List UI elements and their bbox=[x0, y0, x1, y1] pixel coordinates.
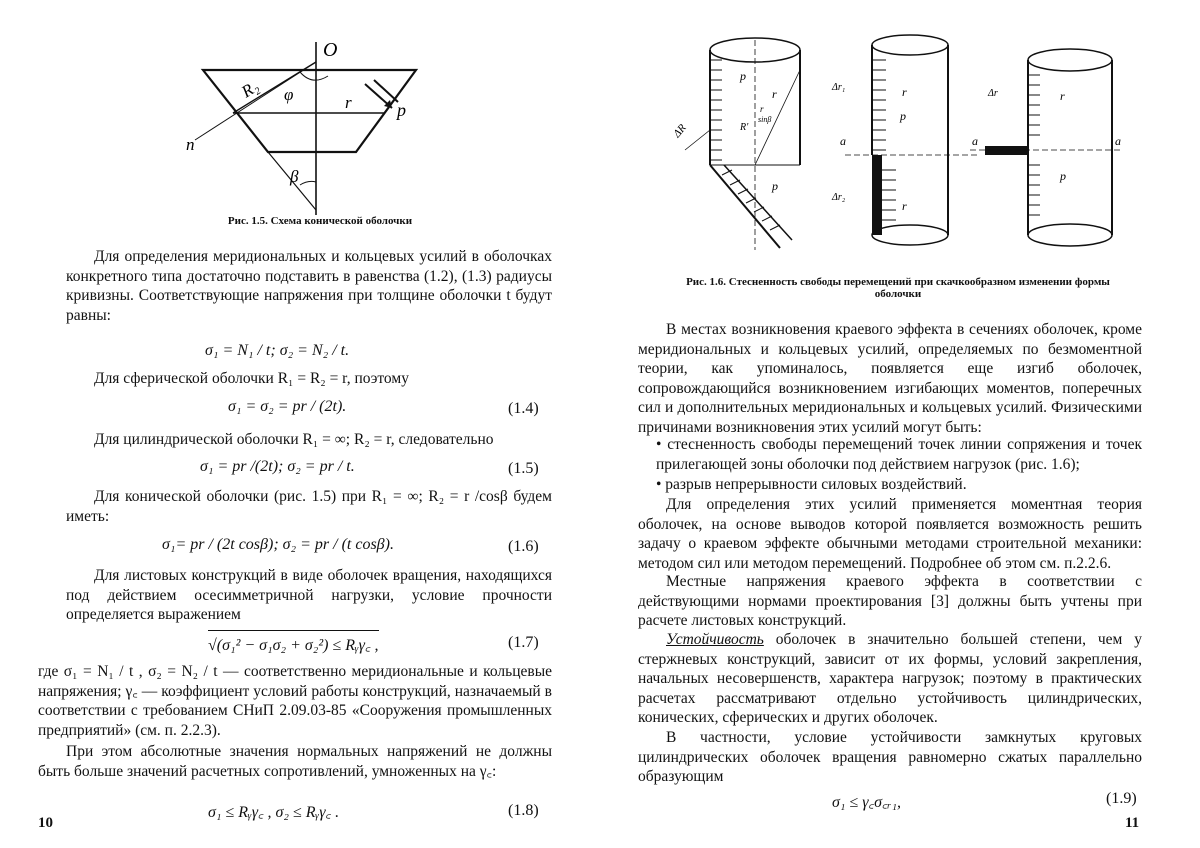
label-r-sin: r bbox=[760, 104, 764, 114]
paragraph: В местах возникновения краевого эффекта в сечениях оболочек, кроме меридиональных и кольцевых усилий, определяемых по безмоментной теории, как упоминалось, появляется еще изгиб оболочек, сопровождающийся возникновением изгибающих моментов, поперечных сил и дополнительных меридиональных и кольцевых усилий. Физическими причинами возникновения этих усилий могут быть: bbox=[638, 321, 1142, 436]
label-p: p bbox=[900, 109, 906, 123]
formula: σ₁ ≤ Rᵧγ꜀ , σ₂ ≤ Rᵧγ꜀ . bbox=[208, 804, 340, 821]
equation-number: (1.5) bbox=[508, 460, 539, 477]
label-r: r bbox=[345, 93, 352, 112]
paragraph: Местные напряжения краевого эффекта в соответствии с действующими нормами проектирования [3] должны быть учтены при расчете листовых конструкций. bbox=[638, 573, 1142, 629]
figure-caption-line: оболочки bbox=[874, 288, 922, 300]
label-dr1: Δr₁ bbox=[832, 82, 846, 93]
label-Rprime: R' bbox=[740, 122, 749, 133]
label-beta: β bbox=[290, 167, 299, 186]
label-p: p bbox=[740, 69, 746, 83]
equation-number: (1.8) bbox=[508, 802, 539, 819]
conical-shell-figure bbox=[0, 0, 600, 220]
right-page bbox=[600, 0, 1200, 848]
figure-caption bbox=[638, 276, 1158, 300]
figure-caption: Рис. 1.5. Схема конической оболочки bbox=[227, 215, 413, 227]
paragraph: В частности, условие устойчивости замкнутых круговых цилиндрических оболочек вращения равномерно сжатых параллельно образующим bbox=[638, 729, 1142, 785]
page-number: 10 bbox=[38, 815, 53, 831]
formula: √(σ₁² − σ₁σ₂ + σ₂²) ≤ Rᵧγ꜀ , bbox=[208, 630, 379, 655]
label-a: a bbox=[1115, 134, 1121, 148]
label-p: p bbox=[1060, 169, 1066, 183]
formula: σ₁ ≤ γ꜀σ꜀ᵣ₁, bbox=[832, 794, 902, 811]
formula: σ₁ = pr /(2t); σ₂ = pr / t. bbox=[200, 458, 355, 475]
label-phi: φ bbox=[284, 85, 294, 104]
label-n: n bbox=[186, 135, 195, 154]
label-a: a bbox=[972, 134, 978, 148]
formula: σ₁= pr / (2t cosβ); σ₂ = pr / (t cosβ). bbox=[162, 536, 394, 553]
label-r: r bbox=[902, 85, 907, 99]
bullet-item: • разрыв непрерывности силовых воздействий. bbox=[656, 476, 967, 493]
equation-number: (1.7) bbox=[508, 634, 539, 651]
paragraph: где σ₁ = N₁ / t , σ₂ = N₂ / t — соответственно меридиональные и кольцевые напряжения; γ꜀ — коэффициент условий работы конструкций, назначаемый в соответствии с требованием СНиП 2.09.03-85 «Сооружения промышленных предприятий» (см. п. 2.2.3). bbox=[38, 663, 552, 739]
page-number: 11 bbox=[1125, 815, 1140, 831]
shell-displacement-figure bbox=[600, 0, 1200, 275]
label-O: O bbox=[323, 39, 338, 61]
label-sinb: sinβ bbox=[758, 115, 772, 124]
paragraph: Для определения меридиональных и кольцевых усилий в оболочках конкретного типа достаточно подставить в равенства (1.2), (1.3) радиусы кривизны. Соответствующие напряжения при толщине оболочки t будут равны: bbox=[66, 248, 552, 324]
paragraph: Для определения этих усилий применяется моментная теория оболочек, на основе выводов которой появляется возможность решить задачу о краевом эффекте обычными методами строительной механики: методом сил или методом перемещений. Подробнее об этом см. п.2.2.6. bbox=[638, 496, 1142, 572]
label-R2: R₂ bbox=[238, 76, 262, 102]
paragraph: При этом абсолютные значения нормальных напряжений не должны быть больше значений расчетных сопротивлений, умноженных на γ꜀: bbox=[38, 743, 552, 780]
bullet-item: • стесненность свободы перемещений точек линии сопряжения и точек прилегающей зоны оболочки под действием нагрузок (рис. 1.6); bbox=[656, 436, 1142, 473]
label-dr: Δr bbox=[988, 88, 998, 99]
label-r: r bbox=[902, 199, 907, 213]
label-r: r bbox=[1060, 89, 1065, 103]
equation-number: (1.9) bbox=[1106, 790, 1137, 807]
figure-caption-line: Рис. 1.6. Стесненность свободы перемещений при скачкообразном изменении формы bbox=[686, 276, 1110, 288]
term-stability: Устойчивость bbox=[666, 631, 764, 648]
label-p: p bbox=[397, 100, 406, 120]
equation-number: (1.4) bbox=[508, 400, 539, 417]
formula: σ₁ = σ₂ = pr / (2t). bbox=[228, 398, 347, 415]
paragraph: Для конической оболочки (рис. 1.5) при R₁ = ∞; R₂ = r /cosβ будем иметь: bbox=[66, 488, 552, 525]
formula: σ₁ = N₁ / t; σ₂ = N₂ / t. bbox=[205, 342, 350, 359]
label-dr2: Δr₂ bbox=[832, 192, 846, 203]
label-p: p bbox=[772, 179, 778, 193]
equation-number: (1.6) bbox=[508, 538, 539, 555]
paragraph bbox=[638, 630, 1142, 728]
label-dR: ΔR bbox=[671, 122, 689, 140]
paragraph: Для листовых конструкций в виде оболочек вращения, находящихся под действием осесимметричной нагрузки, условие прочности определяется выражением bbox=[66, 567, 552, 623]
paragraph-text: оболочек в значительно большей степени, чем у стержневых конструкций, зависит от их формы, условий закрепления, начальных несовершенств, характера нагрузок; поэтому в практических расчетах рассматривают отдельно устойчивость цилиндрических, конических, сферических и других оболочек. bbox=[638, 631, 1142, 726]
paragraph: Для цилиндрической оболочки R₁ = ∞; R₂ = r, следовательно bbox=[94, 431, 494, 448]
label-a: a bbox=[840, 134, 846, 148]
label-r: r bbox=[772, 87, 777, 101]
paragraph: Для сферической оболочки R₁ = R₂ = r, поэтому bbox=[94, 370, 409, 387]
